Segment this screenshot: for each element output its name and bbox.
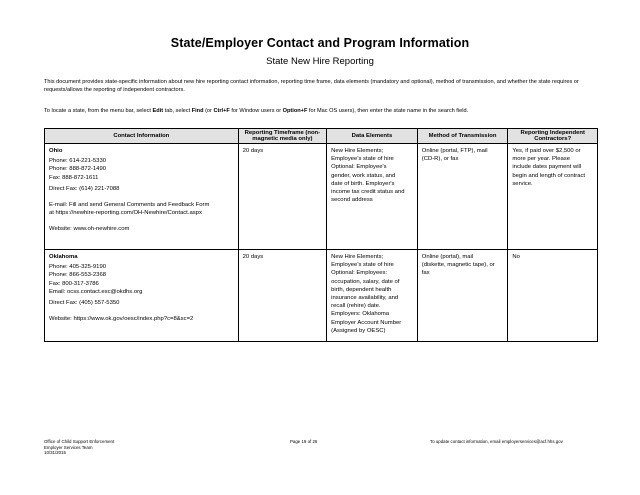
transmission-line: (diskette, magnetic tape), or	[421, 262, 495, 269]
data-element-line: Employer Account Number	[331, 319, 402, 326]
contact-email: E-mail: Fill and send General Comments and Feedback Form	[49, 202, 210, 209]
transmission-line: (CD-R), or fax	[421, 156, 459, 163]
instructions-text: (or	[203, 108, 214, 114]
contact-fax: Fax: 888-872-1611	[49, 174, 99, 181]
state-info-table	[44, 128, 598, 342]
option-f-keyword: Option+F	[282, 108, 308, 114]
data-element-line: Optional: Employee's	[331, 164, 387, 171]
contractors-line: No	[512, 254, 520, 260]
data-element-line: recall (rehire) date.	[331, 303, 381, 310]
contact-cell	[45, 144, 239, 250]
footer-team-name: Employer Services Team	[44, 444, 93, 450]
contact-phone: Phone: 866-553-2368	[49, 272, 106, 279]
data-element-line: insurance availability, and	[331, 295, 399, 302]
contact-phone: Phone: 405-325-9190	[49, 264, 106, 271]
footer-office-info	[44, 439, 114, 456]
contact-phone: Phone: 614-221-5330	[49, 158, 106, 165]
data-element-line: Optional: Employees:	[331, 270, 388, 277]
page-subtitle: State New Hire Reporting	[266, 56, 374, 67]
instructions-text: To locate a state, from the menu bar, select	[44, 108, 153, 114]
data-element-line: (Assigned by OESC)	[331, 327, 386, 334]
contact-fax: Fax: 800-317-3786	[49, 280, 99, 287]
table-row-ohio	[45, 144, 598, 250]
header-independent-contractors: Reporting Independent Contractors?	[508, 129, 598, 144]
data-elements-cell	[327, 250, 418, 342]
table-header-row	[45, 129, 598, 144]
instructions-text: for Mac OS users), then enter the state name in the search field.	[307, 108, 469, 114]
transmission-line: fax	[421, 270, 430, 277]
data-elements-cell	[327, 144, 418, 250]
transmission-line: Online (portal), mail	[421, 254, 474, 260]
contractors-cell	[508, 144, 598, 250]
edit-keyword: Edit	[152, 108, 164, 114]
footer-office-name: Office of Child Support Enforcement	[44, 439, 115, 444]
footer-update-contact-link[interactable]: To update contact information, email employerservices@acf.hhs.gov	[430, 439, 563, 444]
data-element-line: second address	[331, 197, 373, 204]
data-element-line: gender, work status, and	[331, 172, 396, 179]
state-name: Oklahoma	[49, 254, 78, 260]
timeframe-cell	[238, 250, 327, 342]
footer-date: 10/31/2015	[44, 450, 66, 456]
instructions-paragraph	[44, 107, 600, 115]
contractors-line: begin and length of contract	[512, 172, 586, 179]
contact-direct-fax: Direct Fax: (614) 221-7088	[49, 185, 120, 192]
timeframe-value: 20 days	[242, 148, 264, 154]
header-data-elements: Data Elements	[327, 129, 418, 144]
contact-website-link[interactable]: Website: www.oh-newhire.com	[49, 226, 130, 233]
data-element-line: New Hire Elements;	[331, 254, 384, 260]
contractors-line: Yes, if paid over $2,500 or	[512, 148, 581, 154]
data-element-line: New Hire Elements;	[331, 148, 384, 154]
contractors-line: service.	[512, 180, 533, 187]
transmission-cell	[417, 250, 508, 342]
data-element-line: Employee's state of hire	[331, 156, 394, 163]
page-title: State/Employer Contact and Program Information	[170, 36, 470, 50]
find-keyword: Find	[191, 108, 204, 114]
header-reporting-timeframe: Reporting Timeframe (non-magnetic media only)	[238, 129, 327, 144]
timeframe-value: 20 days	[242, 254, 264, 260]
contact-website-link[interactable]: Website: https://www.ok.gov/oesc/index.php?c=8&sc=2	[49, 316, 194, 323]
transmission-line: Online (portal, FTP), mail	[421, 148, 488, 154]
contact-email-link[interactable]: Email: ocss.contact.esc@okdhs.org	[49, 288, 143, 295]
contact-cell	[45, 250, 239, 342]
transmission-cell	[417, 144, 508, 250]
instructions-text: tab, select	[163, 108, 192, 114]
timeframe-cell	[238, 144, 327, 250]
data-element-line: Employee's state of hire	[331, 262, 394, 269]
data-element-line: occupation, salary, date of	[331, 278, 400, 285]
contact-url-link[interactable]: at https://newhire-reporting.com/OH-Newhire/Contact.aspx	[49, 210, 202, 217]
contractors-line: include dates payment will	[512, 164, 582, 171]
page-number: Page 19 of 26	[290, 439, 318, 444]
header-method-of-transmission: Method of Transmission	[417, 129, 508, 144]
contact-direct-fax: Direct Fax: (405) 557-5350	[49, 300, 120, 307]
data-element-line: Employers: Oklahoma	[331, 311, 390, 318]
data-element-line: income tax credit status and	[331, 189, 405, 196]
ctrl-f-keyword: Ctrl+F	[213, 108, 230, 114]
data-element-line: date of birth. Employer's	[331, 180, 395, 187]
instructions-text: for Window users or	[229, 108, 283, 114]
state-name: Ohio	[49, 148, 63, 154]
header-contact-information: Contact Information	[45, 129, 239, 144]
contractors-line: more per year. Please	[512, 156, 570, 163]
contact-phone: Phone: 888-872-1490	[49, 166, 106, 173]
contractors-cell	[508, 250, 598, 342]
data-element-line: birth, dependent health	[331, 286, 392, 293]
table-row-oklahoma	[45, 250, 598, 342]
intro-paragraph: This document provides state-specific information about new hire reporting contact information, reporting time frame, data elements (mandatory and optional), method of transmission, and whether the state requires or requests/allows the reporting of independent contractors.	[44, 79, 579, 93]
